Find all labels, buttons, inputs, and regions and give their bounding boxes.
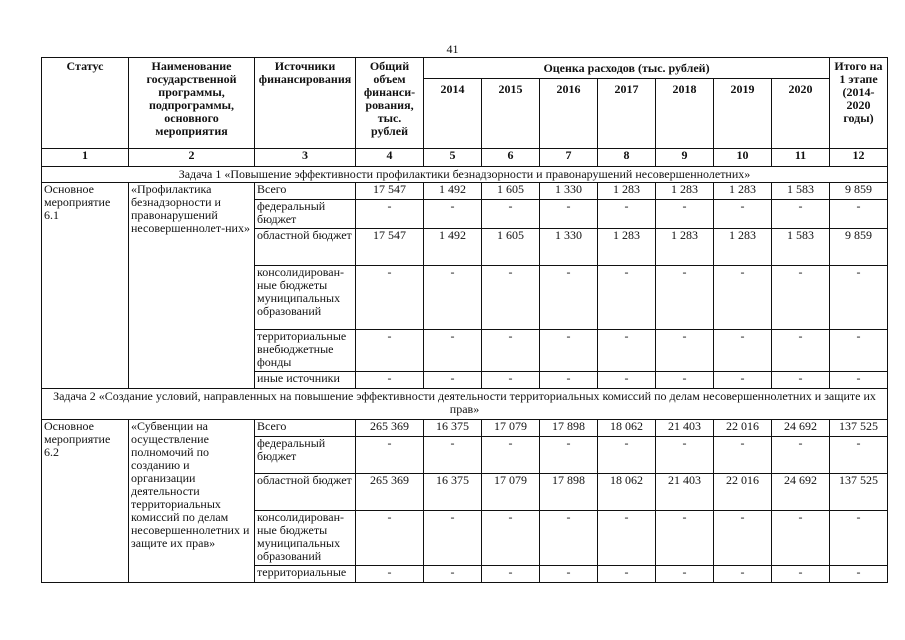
header-year: 2014 xyxy=(424,79,482,149)
total-volume-value: - xyxy=(356,330,424,372)
header-stage-total: Итого на 1 этапе (2014-2020 годы) xyxy=(830,58,888,149)
year-value: - xyxy=(714,200,772,229)
year-value: - xyxy=(424,330,482,372)
stage-total-value: - xyxy=(830,266,888,330)
year-value: - xyxy=(714,566,772,583)
funding-row xyxy=(42,183,888,200)
year-value: 1 583 xyxy=(772,183,830,200)
year-value: 17 898 xyxy=(540,474,598,511)
stage-total-value: 137 525 xyxy=(830,474,888,511)
year-value: 21 403 xyxy=(656,420,714,437)
year-value: - xyxy=(482,200,540,229)
task-title: Задача 2 «Создание условий, направленных на повышение эффективности деятельности территориальных комиссий по делам несовершеннолетних и защите их прав» xyxy=(42,389,888,420)
year-value: - xyxy=(656,266,714,330)
funding-source: областной бюджет xyxy=(255,229,356,266)
budget-table xyxy=(41,57,888,583)
year-value: - xyxy=(772,266,830,330)
funding-source: территориальные внебюджетные фонды xyxy=(255,330,356,372)
year-value: - xyxy=(656,437,714,474)
column-number: 12 xyxy=(830,149,888,167)
year-value: 16 375 xyxy=(424,420,482,437)
year-value: - xyxy=(482,566,540,583)
funding-source: иные источники xyxy=(255,372,356,389)
year-value: 1 605 xyxy=(482,183,540,200)
year-value: 17 079 xyxy=(482,420,540,437)
year-value: - xyxy=(540,511,598,566)
header-year: 2019 xyxy=(714,79,772,149)
funding-source: федеральный бюджет xyxy=(255,200,356,229)
header-status: Статус xyxy=(42,58,129,149)
year-value: 21 403 xyxy=(656,474,714,511)
year-value: - xyxy=(540,566,598,583)
year-value: 1 492 xyxy=(424,183,482,200)
column-number: 2 xyxy=(129,149,255,167)
funding-source: территориальные xyxy=(255,566,356,583)
year-value: - xyxy=(598,437,656,474)
budget-table-wrapper xyxy=(41,57,888,583)
year-value: - xyxy=(598,200,656,229)
column-number: 10 xyxy=(714,149,772,167)
stage-total-value: 9 859 xyxy=(830,229,888,266)
year-value: 24 692 xyxy=(772,474,830,511)
year-value: 1 283 xyxy=(714,229,772,266)
header-year: 2016 xyxy=(540,79,598,149)
page-number: 41 xyxy=(446,42,459,56)
year-value: - xyxy=(656,566,714,583)
funding-source: Всего xyxy=(255,183,356,200)
year-value: - xyxy=(424,372,482,389)
header-year: 2015 xyxy=(482,79,540,149)
stage-total-value: - xyxy=(830,511,888,566)
total-volume-value: - xyxy=(356,372,424,389)
column-number: 7 xyxy=(540,149,598,167)
year-value: 1 283 xyxy=(598,229,656,266)
year-value: - xyxy=(656,511,714,566)
year-value: - xyxy=(424,566,482,583)
year-value: - xyxy=(714,372,772,389)
column-number: 9 xyxy=(656,149,714,167)
header-year: 2017 xyxy=(598,79,656,149)
task-title-row xyxy=(42,167,888,183)
year-value: - xyxy=(598,330,656,372)
task-title: Задача 1 «Повышение эффективности профилактики безнадзорности и правонарушений несовершеннолетних» xyxy=(42,167,888,183)
year-value: 1 283 xyxy=(598,183,656,200)
year-value: 1 492 xyxy=(424,229,482,266)
stage-total-value: 9 859 xyxy=(830,183,888,200)
stage-total-value: - xyxy=(830,330,888,372)
year-value: - xyxy=(656,200,714,229)
activity-status: Основное мероприятие 6.1 xyxy=(42,183,129,389)
year-value: - xyxy=(424,511,482,566)
total-volume-value: - xyxy=(356,511,424,566)
total-volume-value: 265 369 xyxy=(356,474,424,511)
year-value: 1 605 xyxy=(482,229,540,266)
year-value: - xyxy=(482,437,540,474)
year-value: - xyxy=(540,372,598,389)
activity-name: «Субвенции на осуществление полномочий по созданию и организации деятельности территориальных комиссий по делам несовершеннолетних и защите их прав» xyxy=(129,420,255,583)
funding-source: областной бюджет xyxy=(255,474,356,511)
year-value: - xyxy=(540,330,598,372)
year-value: - xyxy=(714,437,772,474)
funding-source: консолидирован-ные бюджеты муниципальных образований xyxy=(255,266,356,330)
year-value: - xyxy=(772,511,830,566)
funding-source: Всего xyxy=(255,420,356,437)
column-number: 11 xyxy=(772,149,830,167)
total-volume-value: - xyxy=(356,437,424,474)
column-number: 8 xyxy=(598,149,656,167)
year-value: 22 016 xyxy=(714,474,772,511)
year-value: - xyxy=(482,330,540,372)
year-value: - xyxy=(424,200,482,229)
year-value: 18 062 xyxy=(598,420,656,437)
year-value: - xyxy=(714,330,772,372)
total-volume-value: 265 369 xyxy=(356,420,424,437)
stage-total-value: - xyxy=(830,372,888,389)
column-number: 5 xyxy=(424,149,482,167)
year-value: 17 079 xyxy=(482,474,540,511)
year-value: 22 016 xyxy=(714,420,772,437)
year-value: - xyxy=(482,511,540,566)
header-year: 2018 xyxy=(656,79,714,149)
stage-total-value: - xyxy=(830,200,888,229)
year-value: - xyxy=(482,266,540,330)
column-number: 3 xyxy=(255,149,356,167)
year-value: - xyxy=(772,330,830,372)
year-value: 18 062 xyxy=(598,474,656,511)
year-value: - xyxy=(598,266,656,330)
year-value: - xyxy=(598,372,656,389)
year-value: 24 692 xyxy=(772,420,830,437)
stage-total-value: - xyxy=(830,566,888,583)
year-value: 1 583 xyxy=(772,229,830,266)
year-value: 17 898 xyxy=(540,420,598,437)
funding-row xyxy=(42,420,888,437)
total-volume-value: - xyxy=(356,200,424,229)
year-value: - xyxy=(540,437,598,474)
column-number-row xyxy=(42,149,888,167)
year-value: - xyxy=(540,266,598,330)
funding-source: консолидирован-ные бюджеты муниципальных образований xyxy=(255,511,356,566)
activity-status: Основное мероприятие 6.2 xyxy=(42,420,129,583)
year-value: 1 283 xyxy=(656,229,714,266)
year-value: - xyxy=(772,372,830,389)
year-value: 1 330 xyxy=(540,183,598,200)
year-value: - xyxy=(540,200,598,229)
total-volume-value: - xyxy=(356,566,424,583)
year-value: 16 375 xyxy=(424,474,482,511)
column-number: 4 xyxy=(356,149,424,167)
funding-source: федеральный бюджет xyxy=(255,437,356,474)
stage-total-value: - xyxy=(830,437,888,474)
column-number: 1 xyxy=(42,149,129,167)
header-sources: Источники финансирования xyxy=(255,58,356,149)
total-volume-value: 17 547 xyxy=(356,183,424,200)
year-value: - xyxy=(714,266,772,330)
year-value: - xyxy=(598,511,656,566)
task-title-row xyxy=(42,389,888,420)
year-value: - xyxy=(598,566,656,583)
total-volume-value: 17 547 xyxy=(356,229,424,266)
year-value: - xyxy=(772,566,830,583)
total-volume-value: - xyxy=(356,266,424,330)
year-value: - xyxy=(772,200,830,229)
header-year: 2020 xyxy=(772,79,830,149)
year-value: - xyxy=(714,511,772,566)
year-value: - xyxy=(772,437,830,474)
header-total-volume: Общий объем финанси-рования, тыс. рублей xyxy=(356,58,424,149)
year-value: 1 283 xyxy=(714,183,772,200)
activity-name: «Профилактика безнадзорности и правонарушений несовершеннолет-них» xyxy=(129,183,255,389)
header-estimate: Оценка расходов (тыс. рублей) xyxy=(424,58,830,79)
year-value: - xyxy=(424,437,482,474)
stage-total-value: 137 525 xyxy=(830,420,888,437)
year-value: - xyxy=(656,372,714,389)
year-value: - xyxy=(656,330,714,372)
year-value: - xyxy=(424,266,482,330)
year-value: 1 283 xyxy=(656,183,714,200)
header-program-name: Наименование государственной программы, подпрограммы, основного мероприятия xyxy=(129,58,255,149)
year-value: - xyxy=(482,372,540,389)
year-value: 1 330 xyxy=(540,229,598,266)
column-number: 6 xyxy=(482,149,540,167)
